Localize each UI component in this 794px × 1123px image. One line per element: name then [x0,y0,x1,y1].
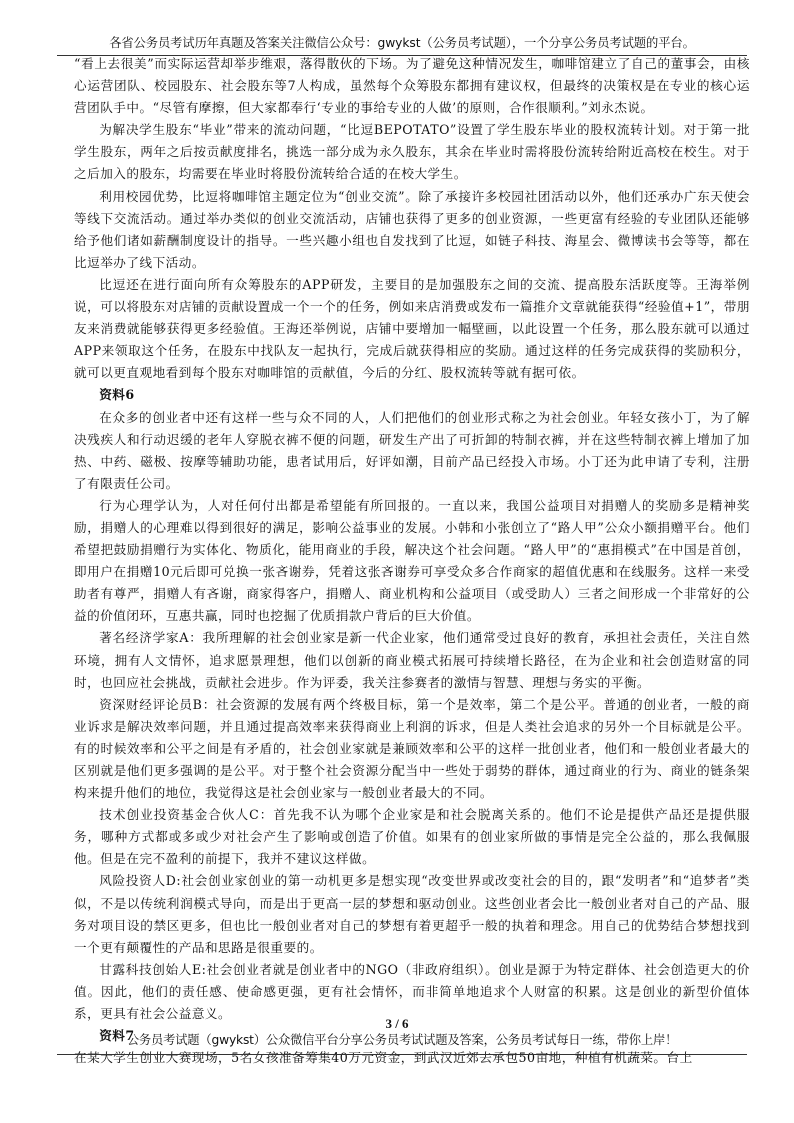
paragraph: 利用校园优势，比逗将咖啡馆主题定位为“创业交流”。除了承接许多校园社团活动以外，他们还承办广东天使会等线下交流活动。通过举办类似的创业交流活动，店铺也获得了更多的创业资源，一些更富有经验的专业团队还能够给予他们诸如薪酬制度设计的指导。一些兴趣小组也自发找到了比逗，如链子科技、海星会、微博读书会等等，都在比逗举办了线下活动。 [74,188,750,270]
page-header: 各省公务员考试历年真题及答案关注微信公众号：gwykst（公务员考试题），一个分享公务员考试题的平台。 [57,33,747,56]
page-footer: 公务员考试题（gwykst）公众微信平台分享公务员考试试题及答案，公务员考试每日一练，带你上岸！ [57,1030,747,1055]
document-body [74,53,750,1069]
paragraph: 在某大学生创业大赛现场，5名女孩准备筹集40万元资金，到武汉近郊去承包50亩地，种植有机蔬菜。台上 [74,1050,693,1066]
material-heading: 资料7 [99,1028,135,1044]
paragraph: “看上去很美”而实际运营却举步维艰，落得散伙的下场。为了避免这种情况发生，咖啡馆建立了自己的董事会，由核心运营团队、校园股东、社会股东等7人构成，虽然每个众筹股东都拥有建议权，但最终的决策权是在专业的核心运营团队手中。“尽管有摩擦，但大家都奉行‘专业的事给专业的人做’的原则，合作很顺利。”刘永杰说。 [74,56,750,116]
paragraph: 比逗还在进行面向所有众筹股东的APP研发，主要目的是加强股东之间的交流、提高股东活跃度等。王海举例说，可以将股东对店铺的贡献设置成一个一个的任务，例如来店消费或发布一篇推介文章就能获得“经验值+1”，带朋友来消费就能够获得更多经验值。王海还举例说，店铺中要增加一幅壁画，以此设置一个任务，那么股东就可以通过APP来领取这个任务，在股东中找队友一起执行，完成后就获得相应的奖励。通过这样的任务完成获得的奖励积分，就可以更直观地看到每个股东对咖啡馆的贡献值，今后的分红、股权流转等就有据可依。 [74,276,750,381]
paragraph: 行为心理学认为，人对任何付出都是希望能有所回报的。一直以来，我国公益项目对捐赠人的奖励多是精神奖励，捐赠人的心理难以得到很好的满足，影响公益事业的发展。小韩和小张创立了“路人甲”公众小额捐赠平台。他们希望把鼓励捐赠行为实体化、物质化，能用商业的手段，解决这个社会问题。“路人甲”的“惠捐模式”在中国是首创，即用户在捐赠10元后即可兑换一张吝谢券，凭着这张吝谢券可享受众多合作商家的超值优惠和在线服务。这样一来受助者有尊严，捐赠人有吝谢，商家得客户，捐赠人、商业机构和公益项目（或受助人）三者之间形成一个非常好的公益的价值闭环，互惠共赢，同时也挖掘了优质捐款户背后的巨大价值。 [74,497,750,624]
paragraph: 甘露科技创始人E:社会创业者就是创业者中的NGO（非政府组织）。创业是源于为特定群体、社会创造更大的价值。因此，他们的责任感、使命感更强，更有社会情怀，而非简单地追求个人财富的积累。这是创业的新型价值体系，更具有社会公益意义。 [74,961,750,1022]
paragraph: 为解决学生股东“毕业”带来的流动问题，“比逗BEPOTATO”设置了学生股东毕业的股权流转计划。对于第一批学生股东，两年之后按贡献度排名，挑选一部分成为永久股东，其余在毕业时需将股份流转给附近高校在校生。对于之后加入的股东，均需要在毕业时将股份流转给合适的在校大学生。 [74,122,750,182]
material-heading: 资料6 [99,387,135,403]
paragraph: 著名经济学家A：我所理解的社会创业家是新一代企业家，他们通常受过良好的教育，承担社会责任，关注自然环境，拥有人文情怀，追求愿景理想，他们以创新的商业模式拓展可持续增长路径，在为企业和社会创造财富的同时，也回应社会挑战，贡献社会进步。作为评委，我关注参赛者的激情与智慧、理想与务实的平衡。 [74,630,750,690]
paragraph: 资深财经评论员B：社会资源的发展有两个终极目标，第一个是效率，第二个是公平。普通的创业者，一般的商业诉求是解决效率问题，并且通过提高效率来获得商业上利润的诉求，但是人类社会追求的另外一个目标就是公平。有的时候效率和公平之间是有矛盾的，社会创业家就是兼顾效率和公平的这样一批创业者，他们和一般创业者最大的区别就是他们更多强调的是公平。对于整个社会资源分配当中一些处于弱势的群体，通过商业的行为、商业的链条架构来提升他们的地位，我觉得这是社会创业家与一般创业者最大的不同。 [74,696,750,801]
paragraph: 在众多的创业者中还有这样一些与众不同的人，人们把他们的创业形式称之为社会创业。年轻女孩小丁，为了解决残疾人和行动迟缓的老年人穿脱衣裤不便的问题，研发生产出了可折卸的特制衣裤，并在这些特制衣裤上增加了加热、中药、磁极、按摩等辅助功能，患者试用后，好评如潮，目前产品已经投入市场。小丁还为此申请了专利，注册了有限责任公司。 [74,409,750,491]
page-number: 3 / 6 [385,1016,409,1031]
paragraph: 技术创业投资基金合伙人C：首先我不认为哪个企业家是和社会脱离关系的。他们不论是提供产品还是提供服务，哪种方式都或多或少对社会产生了影响或创造了价值。如果有的创业家所做的事情是完全公益的，那么我佩服他。但是在完不盈利的前提下，我并不建议这样做。 [74,807,750,867]
paragraph: 风险投资人D:社会创业家创业的第一动机更多是想实现“改变世界或改变社会的目的，跟“发明者”和“追梦者”类似，不是以传统利润模式导向，而是出于更高一层的梦想和驱动创业。这些创业者会比一般创业者对自己的产品、服务对项目设的禁区更多，但也比一般创业者对自己的梦想有着更超乎一般的执着和理念。用自己的优势结合梦想找到一个更有颠覆性的产品和思路是很重要的。 [74,873,750,955]
